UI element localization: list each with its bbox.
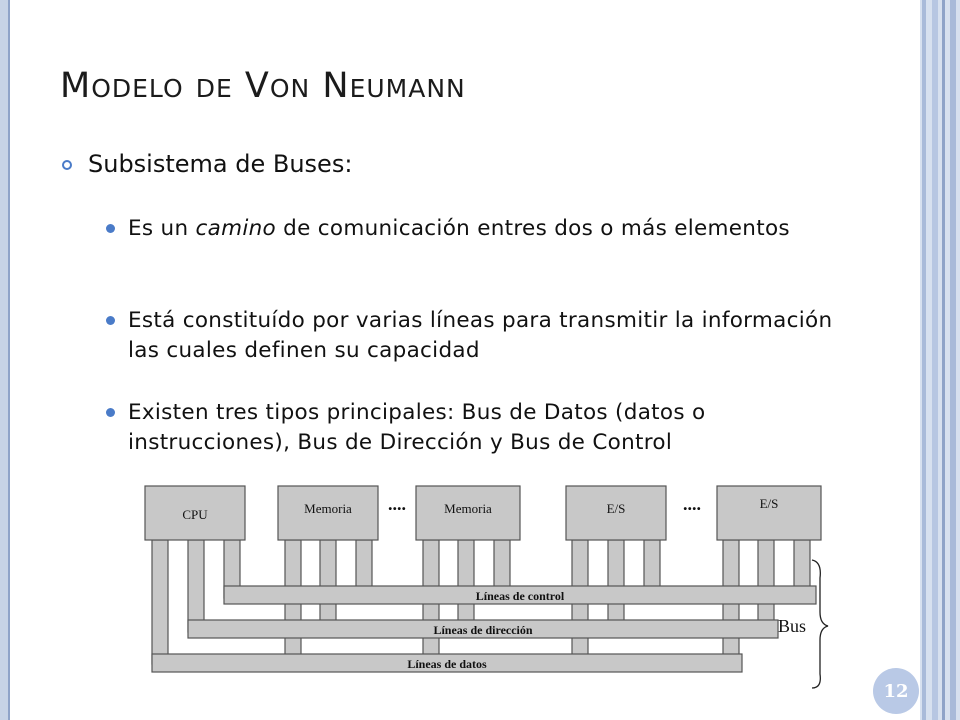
io-box-label: E/S [606,501,626,516]
memory-box-label: Memoria [444,501,492,516]
emphasis-word: camino [195,216,277,241]
ellipsis-label: .... [388,494,406,514]
bullet-text: Está constituído por varias líneas para transmitir la información las cuales definen su capacidad [128,308,833,363]
bus-brace-icon [812,560,828,688]
memory-box-label: Memoria [304,501,352,516]
hollow-bullet-icon [62,160,72,170]
ellipsis-label: .... [683,494,701,514]
control-bus-label: Líneas de control [475,589,565,603]
bullet-text: Existen tres tipos principales: Bus de Datos (datos o instrucciones), Bus de Dirección y Bus de Control [128,400,706,455]
data-bus-label: Líneas de datos [407,657,487,671]
section-heading: Subsistema de Buses: [88,150,353,178]
bus-label: Bus [778,616,807,636]
frame-left-line [8,0,10,720]
bullet-text: Es un camino de comunicación entres dos o más elementos [128,216,790,241]
bullet-dot-icon [106,408,115,417]
frame-right-border [920,0,960,720]
io-box-label: E/S [759,496,779,511]
bullet-dot-icon [106,316,115,325]
slide-title: Modelo de Von Neumann [60,66,466,106]
bus-diagram [140,478,840,690]
page-number-badge: 12 [873,668,919,714]
cpu-box-label: CPU [182,507,208,522]
bullet-dot-icon [106,224,115,233]
address-bus-label: Líneas de dirección [433,623,533,637]
